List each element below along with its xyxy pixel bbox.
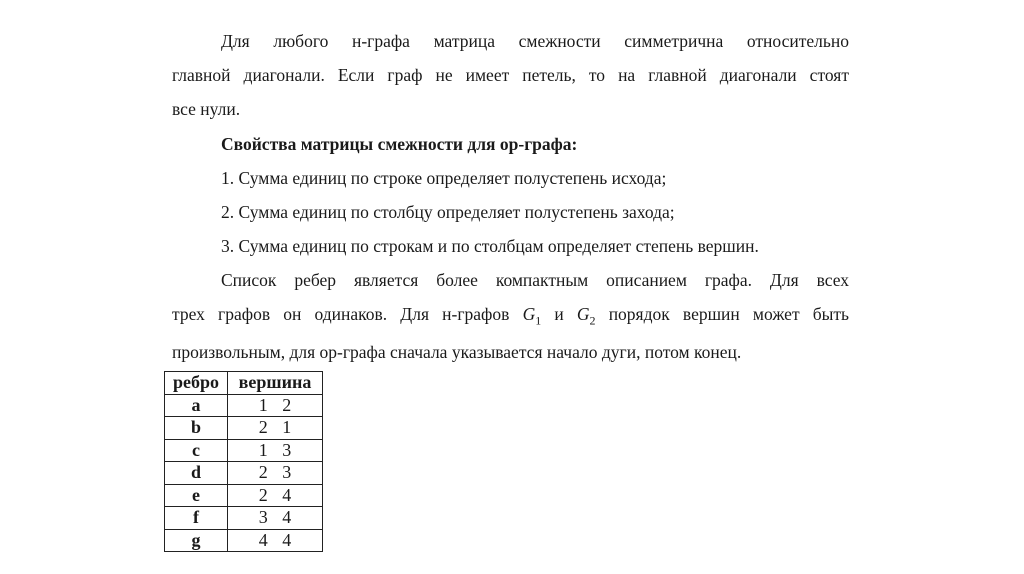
graph-g2-symbol: $G_2$: [576, 304, 596, 328]
vertex-cell: 2 4: [228, 484, 323, 507]
table-row: [165, 529, 323, 552]
table-row: [165, 394, 323, 417]
list-item-1: 1. Сумма единиц по строке определяет полустепень исхода;: [221, 168, 667, 188]
paragraph-1-line-2: главной диагонали. Если граф не имеет петель, то на главной диагонали стоят: [172, 65, 849, 85]
edge-cell: f: [165, 507, 228, 530]
paragraph-2-text-b: порядок вершин может быть: [608, 304, 850, 324]
list-item-3: 3. Сумма единиц по строкам и по столбцам определяет степень вершин.: [221, 236, 759, 256]
edge-cell: e: [165, 484, 228, 507]
vertex-cell: 2 3: [228, 462, 323, 485]
paragraph-2-line-2: [172, 303, 849, 332]
table-row: [165, 439, 323, 462]
table-row: [165, 484, 323, 507]
paragraph-2-line-3: произвольным, для ор-графа сначала указывается начало дуги, потом конец.: [172, 342, 742, 362]
paragraph-1-line-3: все нули.: [172, 99, 241, 119]
list-item-2: 2. Сумма единиц по столбцу определяет полустепень захода;: [221, 202, 675, 222]
edge-cell: a: [165, 394, 228, 417]
edge-cell: b: [165, 417, 228, 440]
vertex-cell: 1 3: [228, 439, 323, 462]
table-row: [165, 507, 323, 530]
column-header-edge: ребро: [165, 372, 228, 395]
vertex-cell: 2 1: [228, 417, 323, 440]
column-header-vertex: вершина: [228, 372, 323, 395]
table-row: [165, 462, 323, 485]
paragraph-2-text-a: трех графов он одинаков. Для н-графов: [172, 304, 510, 324]
vertex-cell: 3 4: [228, 507, 323, 530]
edge-cell: g: [165, 529, 228, 552]
vertex-cell: 4 4: [228, 529, 323, 552]
paragraph-1-line-1: Для любого н-графа матрица смежности симметрична относительно: [221, 31, 849, 51]
edge-list-table: [164, 371, 323, 552]
vertex-cell: 1 2: [228, 394, 323, 417]
edge-cell: d: [165, 462, 228, 485]
graph-g1-symbol: $G_1$: [522, 304, 542, 328]
section-heading: Свойства матрицы смежности для ор-графа:: [221, 134, 578, 154]
table-row: [165, 417, 323, 440]
paragraph-2-line-1: Список ребер является более компактным описанием графа. Для всех: [221, 270, 849, 290]
edge-cell: c: [165, 439, 228, 462]
table-header-row: [165, 372, 323, 395]
paragraph-2-conjunction: и: [554, 304, 564, 324]
